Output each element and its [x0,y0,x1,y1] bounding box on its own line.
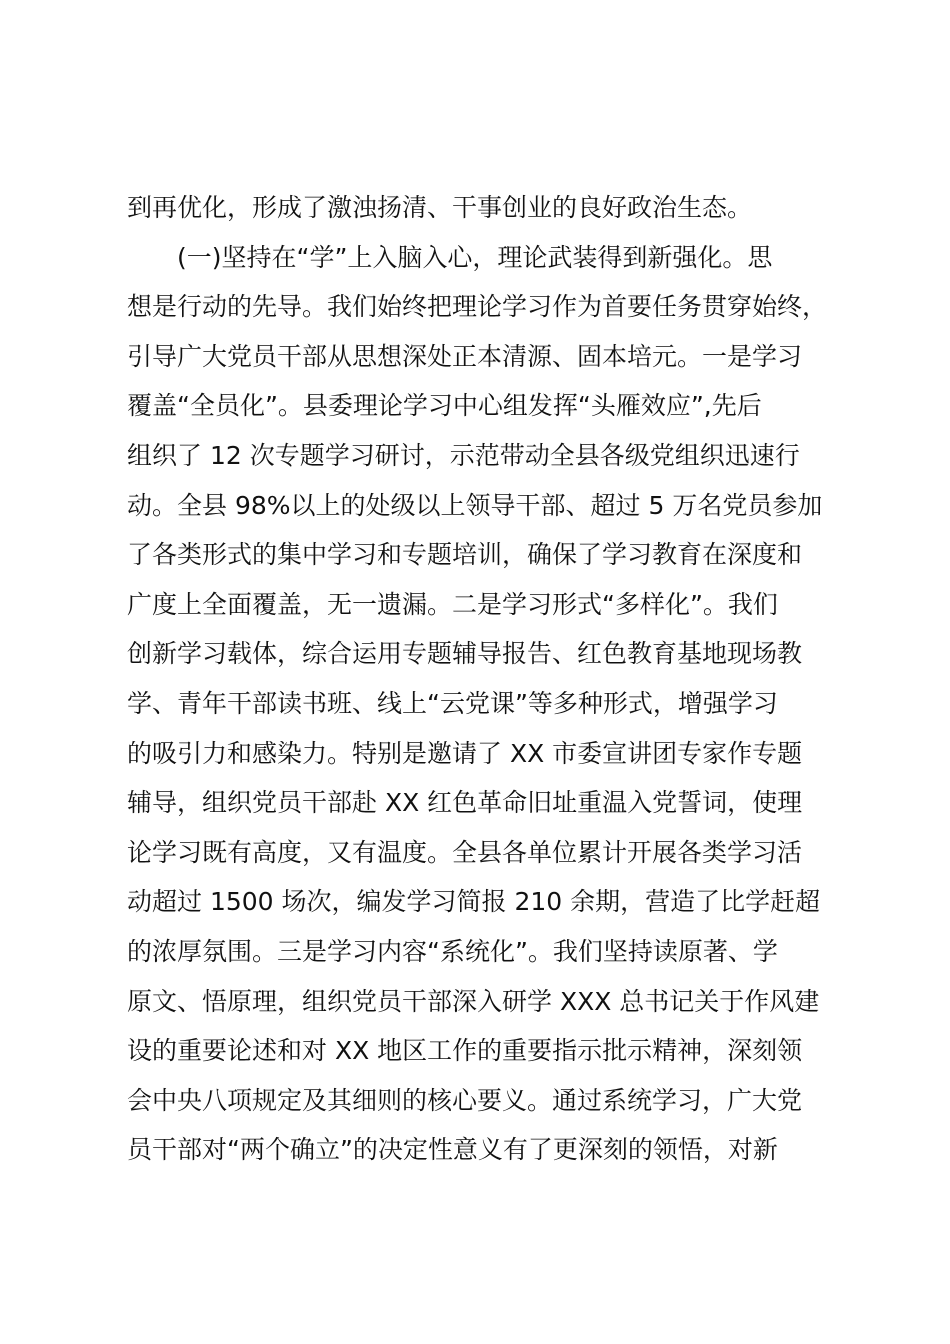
text-line: 辅导，组织党员干部赴 XX 红色革命旧址重温入党誓词，使理 [127,788,803,818]
text-line: 的浓厚氛围。三是学习内容“系统化”。我们坚持读原著、学 [127,936,778,966]
text-line: 论学习既有高度，又有温度。全县各单位累计开展各类学习活 [127,837,803,867]
text-line: 原文、悟原理，组织党员干部深入研学 XXX 总书记关于作风建 [127,986,820,1016]
text-line: 覆盖“全员化”。县委理论学习中心组发挥“头雁效应”,先后 [127,391,762,421]
text-line: 广度上全面覆盖，无一遗漏。二是学习形式“多样化”。我们 [127,589,778,619]
text-line: 学、青年干部读书班、线上“云党课”等多种形式，增强学习 [127,688,778,718]
text-line: 动。全县 98%以上的处级以上领导干部、超过 5 万名党员参加 [127,490,823,520]
text-line: 想是行动的先导。我们始终把理论学习作为首要任务贯穿始终， [127,292,828,322]
body-text [127,183,847,1175]
section-heading-line: (一)坚持在“学”上入脑入心，理论武装得到新强化。思 [177,242,773,272]
text-line: 创新学习载体，综合运用专题辅导报告、红色教育基地现场教 [127,639,803,669]
text-line: 会中央八项规定及其细则的核心要义。通过系统学习，广大党 [127,1085,803,1115]
text-line: 设的重要论述和对 XX 地区工作的重要指示批示精神，深刻领 [127,1036,803,1066]
text-line: 组织了 12 次专题学习研讨，示范带动全县各级党组织迅速行 [127,440,800,470]
text-line: 员干部对“两个确立”的决定性意义有了更深刻的领悟，对新 [127,1135,778,1165]
text-line: 引导广大党员干部从思想深处正本清源、固本培元。一是学习 [127,341,803,371]
text-line: 了各类形式的集中学习和专题培训，确保了学习教育在深度和 [127,540,803,570]
text-line: 的吸引力和感染力。特别是邀请了 XX 市委宣讲团专家作专题 [127,738,803,768]
text-line: 动超过 1500 场次，编发学习简报 210 余期，营造了比学赶超 [127,887,821,917]
text-line: 到再优化，形成了激浊扬清、干事创业的良好政治生态。 [127,193,753,222]
